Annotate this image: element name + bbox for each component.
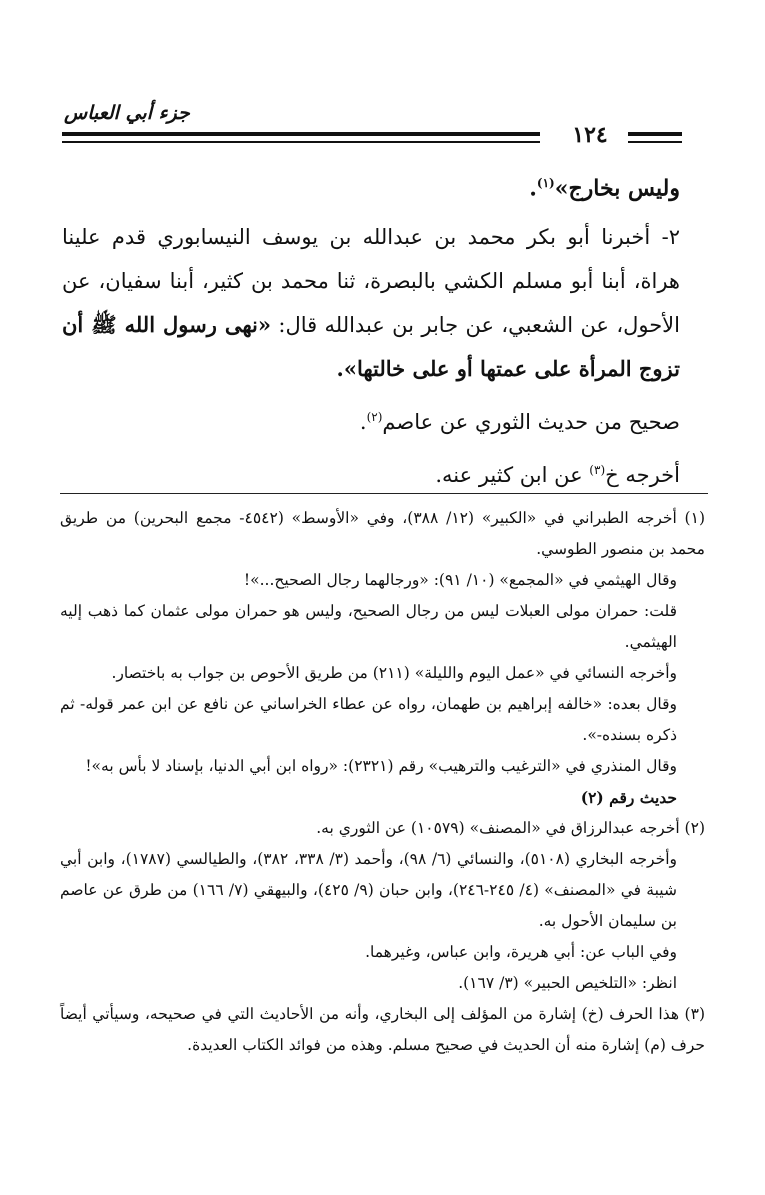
grading-line: صحيح من حديث الثوري عن عاصم$^{(٢)}$. [359,410,680,435]
footnote-3-line-1: (٣) هذا الحرف (خ) إشارة من المؤلف إلى البخاري، وأنه من الأحاديث التي في صحيحه، وسيأتي أيضاً حرف (م) إشارة منه أن الحديث في صحيح مسلم. وهذه من فوائد الكتاب العديدة. [60,1005,705,1054]
footnotes [60,503,705,1061]
header-rule-right [628,132,682,143]
footnote-1-line-7: حديث رقم (٢) [580,788,677,807]
footnote-2-line-1: (٢) أخرجه عبدالرزاق في «المصنف» (١٠٥٧٩) عن الثوري به. [316,819,705,837]
footnote-ref-2: (٢) [366,410,383,425]
footnote-1-line-4: وأخرجه النسائي في «عمل اليوم والليلة» (٢١١) من طريق الأحوص بن جواب به باختصار. [111,664,677,682]
footnote-ref-3: (٣) [589,463,606,478]
footnote-1-line-1: (١) أخرجه الطبراني في «الكبير» (١٢/ ٣٨٨)، وفي «الأوسط» (٤٥٤٢- مجمع البحرين) من طريق محمد بن منصور الطوسي. [60,509,705,558]
footnote-1-line-3: قلت: حمران مولى العبلات ليس من رجال الصحيح، وليس هو حمران مولى عثمان كما ذهب إليه الهيثمي. [60,602,677,651]
footnote-1-line-5: وقال بعده: «خالفه إبراهيم بن طهمان، رواه عن عطاء الخراساني عن نافع عن ابن عمر قوله- ثم ذكره بسنده-». [60,695,677,744]
running-header-title: جزء أبي العباس [64,102,190,124]
takhrij-line [62,448,680,497]
footnote-1-line-6: وقال المنذري في «الترغيب والترهيب» رقم (٢٣٢١): «رواه ابن أبي الدنيا، بإسناد لا بأس به»! [85,757,677,775]
hadith-paragraph [62,215,680,391]
footnote-1-line-2: وقال الهيثمي في «المجمع» (١٠/ ٩١): «ورجالهما رجال الصحيح...»! [243,571,677,589]
main-text [62,160,680,497]
continuation-text: وليس بخارج» [554,175,680,202]
footnote-2-line-3: وفي الباب عن: أبي هريرة، وابن عباس، وغيرهما. [365,943,677,961]
header-rule-left [62,132,540,143]
hadith-number: ٢- [661,225,680,250]
grading-text: صحيح من حديث الثوري عن عاصم [382,410,680,435]
footnote-2-line-4: انظر: «التلخيص الحبير» (٣/ ١٦٧). [458,974,677,992]
footnote-separator [60,493,708,494]
continuation-line: وليس بخارج»$^{(١)}$. [529,175,680,202]
takhrij-suffix: عن ابن كثير عنه. [435,463,590,488]
page-number: ١٢٤ [572,122,608,148]
hadith-isnad: أخبرنا أبو بكر محمد بن عبدالله بن يوسف النيسابوري قدم علينا هراة، أبنا أبو مسلم الكشي بالبصرة، ثنا محمد بن كثير، أبنا سفيان، عن الأحول، عن الشعبي، عن جابر بن عبدالله قال: [62,225,680,338]
footnote-2-line-2: وأخرجه البخاري (٥١٠٨)، والنسائي (٦/ ٩٨)، وأحمد (٣/ ٣٣٨، ٣٨٢)، والطيالسي (١٧٨٧)، وابن أبي شيبة في «المصنف» (٤/ ٢٤٥-٢٤٦)، وابن حبان (٩/ ٤٢٥)، والبيهقي (٧/ ١٦٦) من طرق عن عاصم بن سليمان الأحول به. [60,850,677,930]
footnote-ref-1: (١) [536,176,555,190]
hadith-matn: «نهى رسول الله ﷺ أن تزوج المرأة على عمتها أو على خالتها». [62,312,680,382]
takhrij-prefix: أخرجه خ [605,463,680,488]
